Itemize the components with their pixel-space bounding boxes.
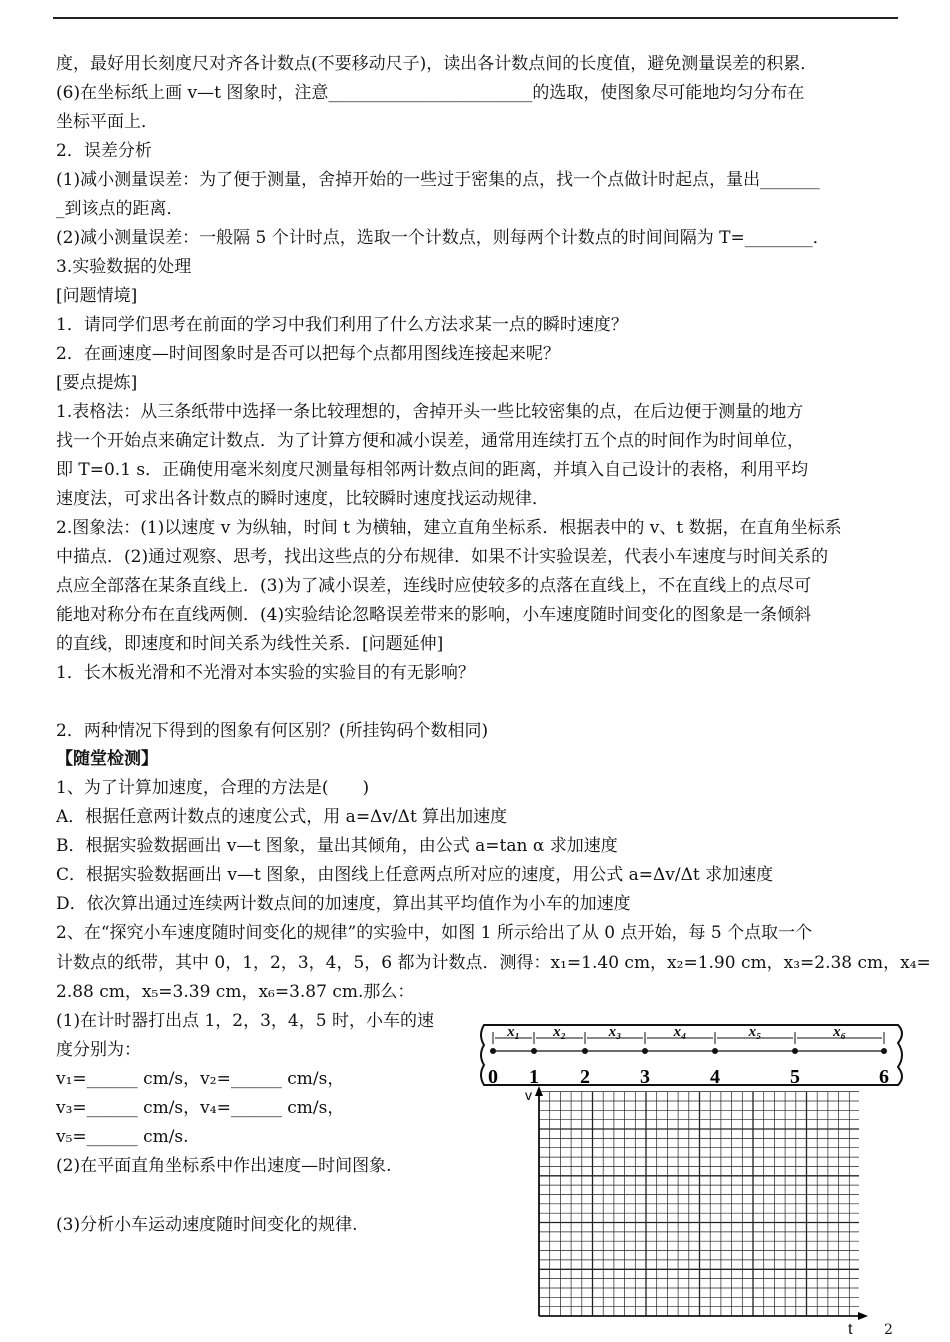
option-d: D．依次算出通过连续两计数点间的加速度，算出其平均值作为小车的加速度 [56, 894, 631, 914]
blank-v5: v₅=______ cm/s. [56, 1127, 189, 1147]
line-22: 1．长木板光滑和不光滑对本实验的实验目的有无影响？ [56, 663, 475, 683]
interval-label: x₃ [608, 1024, 622, 1040]
line-1: 度，最好用长刻度尺对齐各计数点(不要移动尺子)，读出各计数点间的长度值，避免测量误差的积累． [56, 54, 818, 74]
interval-label: x₂ [553, 1024, 566, 1040]
line-9: [问题情境] [56, 286, 138, 306]
line-8: 3.实验数据的处理 [56, 257, 192, 277]
question-2-line-3: 2.88 cm，x₅=3.39 cm，x₆=3.87 cm.那么： [56, 982, 415, 1002]
line-14: 找一个开始点来确定计数点．为了计算方便和减小误差，通常用连续打五个点的时间作为时间单位， [56, 431, 804, 451]
coordinate-grid [512, 1084, 872, 1322]
point-label: 0 [488, 1066, 498, 1088]
line-20: 能地对称分布在直线两侧．(4)实验结论忽略误差带来的影响，小车速度随时间变化的图象是一条倾斜 [56, 605, 812, 625]
paper-tape-figure [478, 1021, 908, 1091]
line-12: [要点提炼] [56, 373, 138, 393]
point-label: 3 [640, 1066, 650, 1088]
t-axis-arrow-icon [858, 1312, 868, 1320]
blank-v3-v4: v₃=______ cm/s，v₄=______ cm/s， [56, 1098, 345, 1118]
counting-point [531, 1048, 537, 1054]
point-label: 1 [529, 1066, 539, 1088]
header-rule [53, 17, 898, 19]
interval-label: x₆ [833, 1024, 846, 1040]
grid-lines [539, 1092, 859, 1316]
interval-dimensions [493, 1024, 884, 1044]
line-13: 1.表格法：从三条纸带中选择一条比较理想的，舍掉开头一些比较密集的点，在后边便于测量的地方 [56, 402, 804, 422]
question-2-line-2: 计数点的纸带，其中 0，1，2，3，4，5，6 都为计数点．测得：x₁=1.40 cm，x₂=1.90 cm，x₃=2.38 cm，x₄= [56, 953, 931, 973]
counting-point [881, 1048, 887, 1054]
counting-point [490, 1048, 496, 1054]
line-10: 1．请同学们思考在前面的学习中我们利用了什么方法求某一点的瞬时速度？ [56, 315, 628, 335]
page-number: 2 [884, 1322, 893, 1338]
option-b: B．根据实验数据画出 v—t 图象，量出其倾角，由公式 a=tan α 求加速度 [56, 836, 618, 856]
line-23: 2．两种情况下得到的图象有何区别？(所挂钩码个数相同) [56, 721, 489, 741]
counting-point [792, 1048, 798, 1054]
point-label: 6 [879, 1066, 889, 1088]
line-4: 2．误差分析 [56, 141, 152, 161]
counting-point [712, 1048, 718, 1054]
sub-question-1-line-2: 度分别为： [56, 1040, 141, 1060]
question-1: 1、为了计算加速度，合理的方法是( ) [56, 778, 370, 798]
option-a: A．根据任意两计数点的速度公式，用 a=Δv/Δt 算出加速度 [56, 807, 508, 827]
line-15: 即 T=0.1 s．正确使用毫米刻度尺测量每相邻两计数点间的距离，并填入自己设计的表格，利用平均 [56, 460, 809, 480]
v-axis-arrow-icon [535, 1086, 543, 1096]
line-21: 的直线，即速度和时间关系为线性关系．[问题延伸] [56, 634, 444, 654]
question-2: 2、在“探究小车速度随时间变化的规律”的实验中，如图 1 所示给出了从 0 点开始，每 5 个点取一个 [56, 923, 813, 943]
blank-v1-v2: v₁=______ cm/s，v₂=______ cm/s， [56, 1069, 345, 1089]
sub-question-3: (3)分析小车运动速度随时间变化的规律. [56, 1215, 358, 1235]
point-label: 2 [580, 1066, 590, 1088]
point-label: 4 [710, 1066, 720, 1088]
sub-question-2: (2)在平面直角坐标系中作出速度—时间图象. [56, 1156, 392, 1176]
line-18: 中描点．(2)通过观察、思考，找出这些点的分布规律．如果不计实验误差，代表小车速度与时间关系的 [56, 547, 829, 567]
line-19: 点应全部落在某条直线上．(3)为了减小误差，连线时应使较多的点落在直线上，不在直线上的点尽可 [56, 576, 812, 596]
point-label: 5 [790, 1066, 800, 1088]
line-2: (6)在坐标纸上画 v—t 图象时，注意________________________的选取，使图象尽可能地均匀分布在 [56, 83, 805, 103]
section-heading: 【随堂检测】 [56, 749, 158, 769]
counting-point [642, 1048, 648, 1054]
option-c: C．根据实验数据画出 v—t 图象，由图线上任意两点所对应的速度，用公式 a=Δv/Δt 求加速度 [56, 865, 774, 885]
interval-label: x₄ [673, 1024, 687, 1040]
interval-label: x₅ [748, 1024, 762, 1040]
line-16: 速度法，可求出各计数点的瞬时速度，比较瞬时速度找运动规律． [56, 489, 549, 509]
line-3: 坐标平面上． [56, 112, 158, 132]
line-6: _到该点的距离． [56, 199, 184, 219]
sub-question-1: (1)在计时器打出点 1，2，3，4，5 时，小车的速 [56, 1011, 434, 1031]
line-17: 2.图象法：(1)以速度 v 为纵轴，时间 t 为横轴，建立直角坐标系．根据表中的 v、t 数据，在直角坐标系 [56, 518, 842, 538]
line-5: (1)减小测量误差：为了便于测量，舍掉开始的一些过于密集的点，找一个点做计时起点，量出_______ [56, 170, 820, 190]
line-11: 2．在画速度—时间图象时是否可以把每个点都用图线连接起来呢？ [56, 344, 560, 364]
v-axis-label: v [525, 1087, 532, 1103]
t-axis-label: t [848, 1321, 853, 1338]
counting-point [582, 1048, 588, 1054]
line-7: (2)减小测量误差：一般隔 5 个计时点，选取一个计数点，则每两个计数点的时间间隔为 T=________． [56, 228, 830, 248]
interval-label: x₁ [507, 1024, 520, 1040]
